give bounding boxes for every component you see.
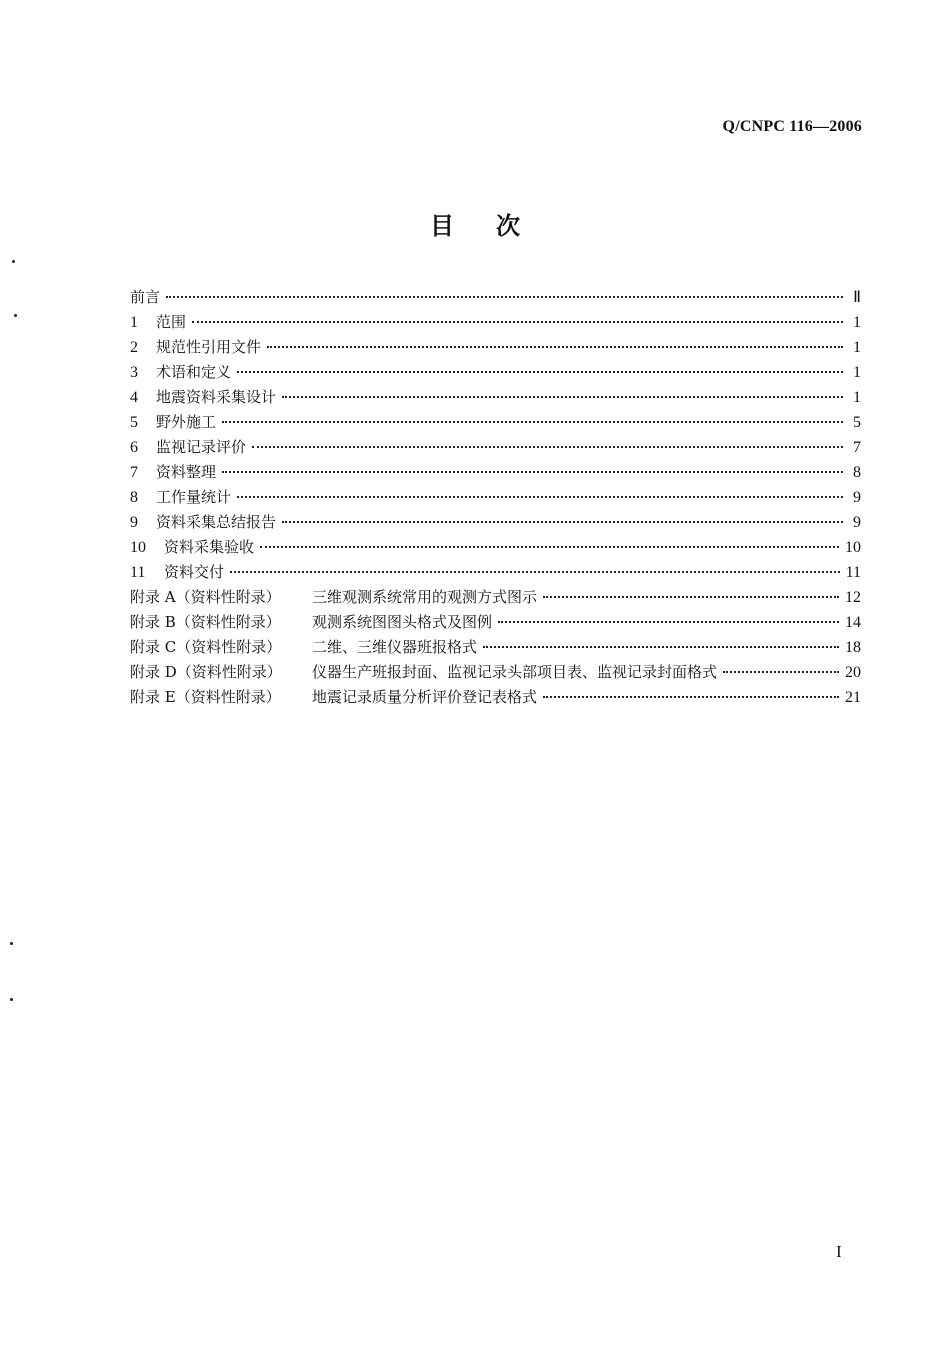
toc-entry-label: 规范性引用文件 [156,338,262,356]
toc-entry-appendix-e[interactable] [130,686,861,711]
dot-leader [267,346,843,348]
page-number: I [836,1242,842,1261]
toc-entry-page: 20 [845,664,861,681]
toc-entry-6[interactable] [130,436,861,461]
dot-leader [166,296,843,298]
toc-entry-page: 11 [845,564,861,581]
title-char-1: 目 [430,212,454,240]
toc-entry-label: 地震记录质量分析评价登记表格式 [312,688,538,706]
toc-entry-appendix-b[interactable] [130,611,861,636]
toc-entry-label: 资料采集总结报告 [156,513,277,531]
scan-speck [14,314,17,317]
toc-entry-page: 1 [853,389,861,406]
toc-entry-label: 工作量统计 [156,488,232,506]
toc-entry-7[interactable] [130,461,861,486]
toc-entry-page: 21 [845,689,861,706]
toc-entry-label: 野外施工 [156,413,217,431]
toc-entry-page: 14 [845,614,861,631]
toc-entry-number: 5 [130,414,138,431]
dot-leader [282,521,843,523]
toc-entry-label: 三维观测系统常用的观测方式图示 [312,588,538,606]
appendix-label: 附录 E（资料性附录） [130,688,281,706]
toc-entry-number: 9 [130,514,138,531]
toc-entry-label: 二维、三维仪器班报格式 [312,638,478,656]
toc-entry-4[interactable] [130,386,861,411]
toc-entry-number: 10 [130,539,146,556]
toc-entry-label: 前言 [130,288,161,306]
toc-entry-page: 10 [845,539,861,556]
toc-entry-number: 3 [130,364,138,381]
toc-entry-appendix-d[interactable] [130,661,861,686]
toc-entry-label: 范围 [156,313,187,331]
dot-leader [222,421,843,423]
dot-leader [282,396,843,398]
toc-entry-label: 资料采集验收 [164,538,255,556]
scan-speck [10,998,13,1001]
toc-entry-number: 8 [130,489,138,506]
toc-entry-number: 6 [130,439,138,456]
dot-leader [260,546,839,548]
scan-speck [12,260,15,263]
toc-entry-label: 资料整理 [156,463,217,481]
appendix-label: 附录 C（资料性附录） [130,638,282,656]
toc-entry-page: 7 [853,439,861,456]
toc-entry-page: 12 [845,589,861,606]
toc-entry-page: 1 [853,364,861,381]
toc-entry-label: 术语和定义 [156,363,232,381]
toc-entry-page: 9 [853,514,861,531]
dot-leader [192,321,843,323]
appendix-label: 附录 B（资料性附录） [130,613,281,631]
toc-entry-label: 监视记录评价 [156,438,247,456]
dot-leader [230,571,840,573]
toc-entry-3[interactable] [130,361,861,386]
toc-entry-appendix-a[interactable] [130,586,861,611]
dot-leader [543,696,839,698]
toc-entry-label: 仪器生产班报封面、监视记录头部项目表、监视记录封面格式 [312,663,718,681]
toc-entry-9[interactable] [130,511,861,536]
dot-leader [498,621,839,623]
scan-speck [10,942,13,945]
toc-entry-page: 1 [853,314,861,331]
toc-entry-page: 5 [853,414,861,431]
toc-entry-11[interactable] [130,561,861,586]
dot-leader [543,596,839,598]
toc-entry-label: 资料交付 [164,563,225,581]
dot-leader [252,446,843,448]
dot-leader [237,371,843,373]
toc-entry-foreword[interactable] [130,286,861,311]
appendix-label: 附录 D（资料性附录） [130,663,282,681]
toc-entry-number: 4 [130,389,138,406]
toc-entry-page: 1 [853,339,861,356]
toc-entry-5[interactable] [130,411,861,436]
dot-leader [222,471,843,473]
toc-entry-number: 2 [130,339,138,356]
toc-entry-label: 地震资料采集设计 [156,388,277,406]
toc-entry-page: 8 [853,464,861,481]
table-of-contents [130,286,861,711]
toc-entry-1[interactable] [130,311,861,336]
toc-entry-2[interactable] [130,336,861,361]
appendix-label: 附录 A（资料性附录） [130,588,281,606]
dot-leader [483,646,839,648]
toc-entry-10[interactable] [130,536,861,561]
dot-leader [237,496,843,498]
toc-entry-number: 1 [130,314,138,331]
toc-entry-page: Ⅱ [853,289,861,306]
toc-entry-page: 9 [853,489,861,506]
dot-leader [723,671,839,673]
title-char-2: 次 [496,212,520,240]
toc-entry-label: 观测系统图图头格式及图例 [312,613,493,631]
standard-code: Q/CNPC 116—2006 [722,118,862,135]
toc-entry-8[interactable] [130,486,861,511]
toc-entry-number: 7 [130,464,138,481]
page-title [0,206,950,241]
toc-entry-number: 11 [130,564,146,581]
toc-entry-appendix-c[interactable] [130,636,861,661]
toc-entry-page: 18 [845,639,861,656]
